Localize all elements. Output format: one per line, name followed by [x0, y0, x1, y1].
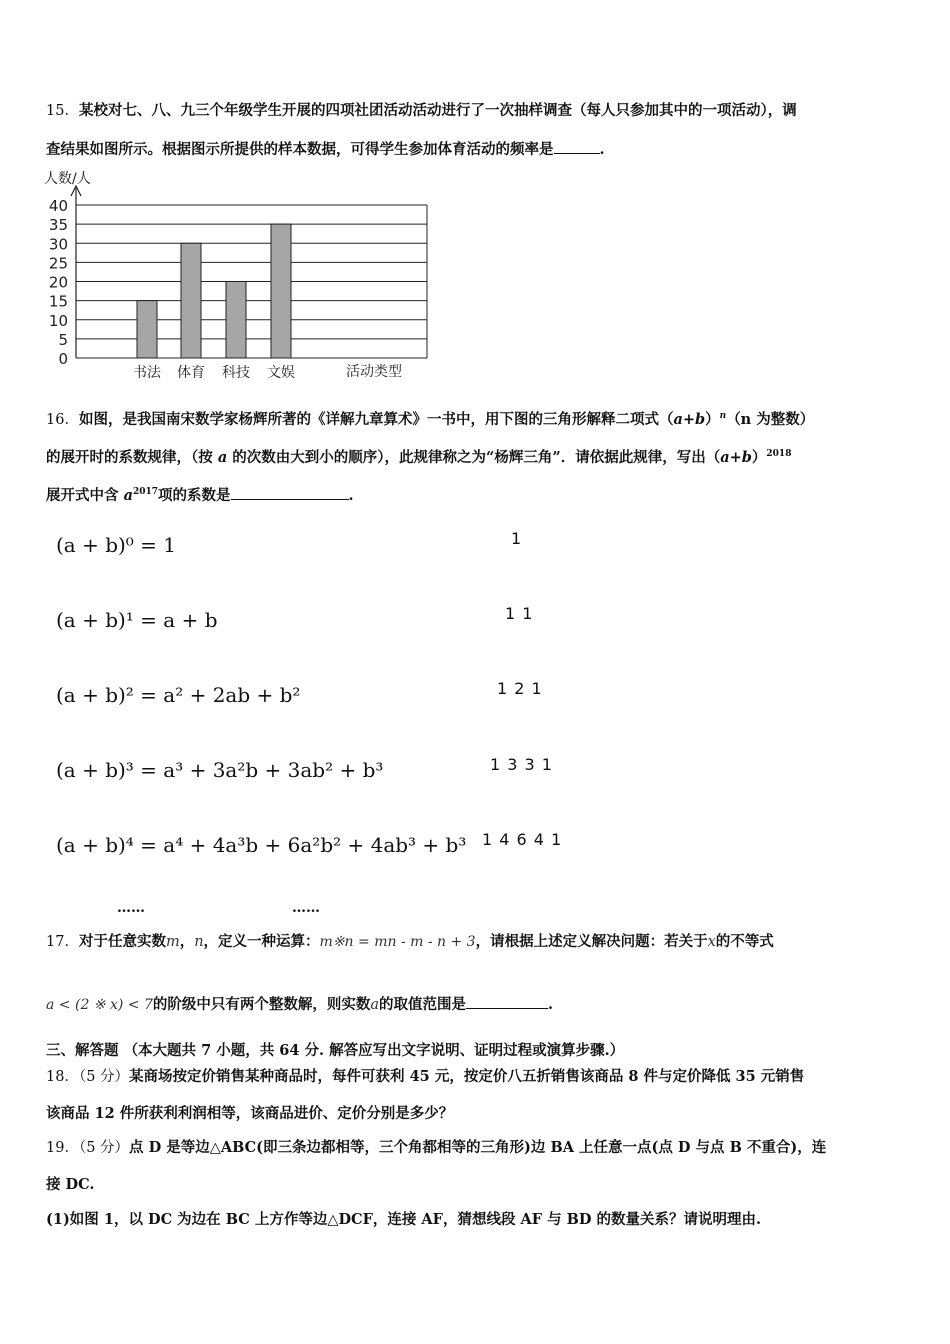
chart-y-tick-label: 0 — [58, 350, 68, 368]
q19-sub1 — [46, 1210, 906, 1230]
coefficient-row-3: 1 3 3 1 — [490, 755, 553, 774]
chart-y-tick-label: 30 — [48, 235, 68, 254]
chart-y-tick-label: 10 — [48, 311, 68, 330]
q18-line1 — [46, 1067, 906, 1087]
q16-text-2c: ） — [751, 449, 767, 466]
q16-end: . — [348, 487, 354, 504]
q17-line1 — [46, 932, 906, 952]
q15-line1 — [46, 101, 906, 121]
q17-text-1b: ，定义一种运算： — [203, 933, 320, 950]
q16-text-3b: 项的系数是 — [158, 487, 231, 504]
ellipsis-right: …… — [292, 900, 320, 916]
coefficient-row-1: 1 1 — [505, 604, 534, 623]
expansion-3: (a + b)³ = a³ + 3a²b + 3ab² + b³ — [56, 758, 384, 782]
chart-bar-体育 — [181, 243, 201, 358]
q15-text-2: 查结果如图所示。根据图示所提供的样本数据，可得学生参加体育活动的频率是 — [46, 141, 554, 158]
q16-text-1a: 如图，是我国南宋数学家杨辉所著的《详解九章算术》一书中，用下图的三角形解释二项式（ — [78, 411, 674, 428]
q16-binomial-1: a+b — [673, 411, 706, 428]
chart-y-tick-label: 35 — [48, 216, 68, 235]
q17-text-2b: 的取值范围是 — [379, 996, 467, 1013]
chart-x-axis-label: 活动类型 — [346, 364, 402, 380]
chart-x-tick-label: 科技 — [222, 365, 250, 381]
chart-bar-科技 — [226, 282, 246, 359]
q19-line2 — [46, 1175, 906, 1195]
q15-number: 15． — [46, 103, 79, 119]
q17-text-1d: 的不等式 — [715, 933, 774, 950]
q17-inequality: a < (2 ※ x) < 7 — [46, 997, 153, 1013]
q17-answer-blank[interactable] — [466, 994, 548, 1009]
chart-x-tick-label: 文娱 — [267, 365, 295, 381]
q18-score: （5 分） — [78, 1069, 130, 1085]
expansion-4: (a + b)⁴ = a⁴ + 4a³b + 6a²b² + 4ab³ + b³ — [56, 833, 467, 857]
section-3-title: 三、解答题 — [46, 1042, 119, 1059]
section-3-desc: （本大题共 7 小题，共 64 分. 解答应写出文字说明、证明过程或演算步骤.） — [123, 1042, 625, 1059]
bar-chart — [40, 168, 440, 383]
q16-number: 16． — [46, 412, 79, 428]
q16-text-1c: （n 为整数） — [726, 411, 815, 428]
q19-line1 — [46, 1138, 906, 1158]
chart-y-tick-label: 5 — [58, 330, 68, 349]
q19-sub1-text: (1)如图 1，以 DC 为边在 BC 上方作等边△DCF，连接 AF，猜想线段 AF 与 BD 的数量关系？请说明理由. — [46, 1211, 762, 1228]
q15-line2 — [46, 139, 906, 160]
ellipsis-left: …… — [117, 900, 145, 916]
q18-text-2: 该商品 12 件所获利利润相等，该商品进价、定价分别是多少？ — [46, 1105, 454, 1122]
q16-line1 — [46, 406, 906, 430]
q17-number: 17． — [46, 934, 79, 950]
q19-text-1: 点 D 是等边△ABC(即三条边都相等，三个角都相等的三角形)边 BA 上任意一点(点 D 与点 B 不重合)，连 — [129, 1139, 827, 1156]
q17-line2 — [46, 994, 906, 1015]
chart-x-tick-label: 体育 — [177, 365, 205, 381]
q16-line2 — [46, 444, 906, 468]
section-3-header — [46, 1041, 906, 1061]
chart-bar-文娱 — [271, 224, 291, 358]
chart-y-tick-label: 40 — [48, 197, 68, 215]
q19-text-2: 接 DC. — [46, 1176, 95, 1193]
q15-answer-blank[interactable] — [554, 139, 600, 154]
expansion-1: (a + b)¹ = a + b — [56, 608, 218, 632]
expansion-2: (a + b)² = a² + 2ab + b² — [56, 683, 301, 707]
q18-text-1: 某商场按定价销售某种商品时，每件可获利 45 元，按定价八五折销售该商品 8 件与定价降低 35 元销售 — [129, 1068, 805, 1085]
q17-var-a: a — [370, 997, 380, 1013]
q17-var-m: m — [165, 934, 180, 950]
q17-text-1a: 对于任意实数 — [78, 933, 166, 950]
q17-var-n: n — [194, 934, 204, 950]
q16-exponent-2017: 2017 — [132, 487, 159, 497]
chart-bar-书法 — [137, 301, 157, 358]
chart-y-axis-label: 人数/人 — [44, 171, 91, 187]
q17-text-2a: 的阶级中只有两个整数解，则实数 — [152, 996, 371, 1013]
q16-var-a2: a — [123, 487, 133, 504]
q17-end: . — [548, 996, 554, 1013]
q15-text-1: 某校对七、八、九三个年级学生开展的四项社团活动活动进行了一次抽样调查（每人只参加其中的一项活动），调 — [78, 102, 797, 119]
q17-var-x: x — [707, 934, 716, 950]
chart-x-tick-label: 书法 — [133, 365, 161, 381]
q16-binomial-2: a+b — [720, 449, 752, 466]
q16-text-2b: 的次数由大到小的顺序），此规律称之为“杨辉三角”．请依据此规律，写出（ — [232, 449, 721, 466]
q18-number: 18． — [46, 1069, 79, 1085]
q19-score: （5 分） — [78, 1140, 130, 1156]
q16-var-a: a — [217, 449, 228, 466]
chart-y-tick-label: 20 — [48, 273, 68, 292]
coefficient-row-2: 1 2 1 — [497, 679, 543, 698]
chart-y-tick-label: 25 — [48, 254, 68, 273]
q15-end: . — [599, 141, 605, 158]
q16-text-3a: 展开式中含 — [46, 487, 119, 504]
expansion-0: (a + b)⁰ = 1 — [56, 533, 177, 557]
q16-exponent-2018: 2018 — [766, 449, 792, 459]
q16-line3 — [46, 482, 906, 506]
q17-operation: m※n = mn - m - n + 3 — [319, 934, 476, 950]
q16-exponent-n: n — [719, 411, 727, 421]
q16-text-1b: ） — [705, 411, 720, 428]
q17-text-1c: ，请根据上述定义解决问题：若关于 — [475, 933, 708, 950]
q16-text-2a: 的展开时的系数规律，（按 — [46, 449, 213, 466]
q18-line2 — [46, 1104, 906, 1124]
q17-sep: ， — [179, 933, 195, 950]
q16-answer-blank[interactable] — [231, 485, 349, 500]
coefficient-row-4: 1 4 6 4 1 — [482, 830, 563, 849]
coefficient-row-0: 1 — [511, 529, 523, 548]
chart-y-tick-label: 15 — [48, 292, 68, 311]
q19-number: 19． — [46, 1140, 79, 1156]
